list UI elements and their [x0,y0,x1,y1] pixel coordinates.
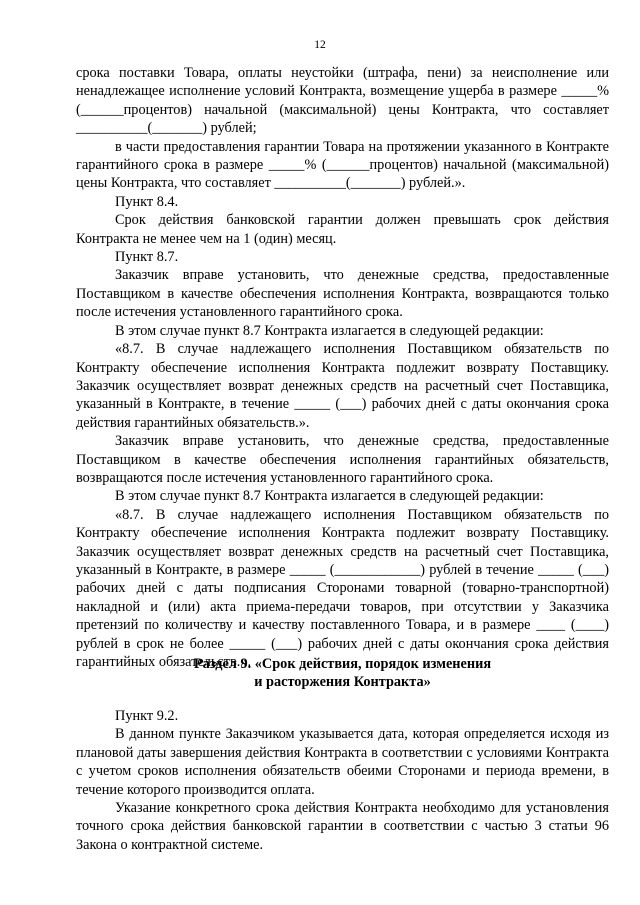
clause-label: Пункт 8.7. [115,249,179,266]
document-body-bottom [76,707,609,854]
paragraph: в части предоставления гарантии Товара на протяжении указанного в Контракте гарантийного срока в размере _____% (______процентов) начальной (максимальной) цены Контракта, что составляет __________(_______) рублей.». [76,138,609,192]
quoted-clause: «8.7. В случае надлежащего исполнения Поставщиком обязательств по Контракту обеспечение исполнения Контракта подлежит возврату Поставщику. Заказчик осуществляет возврат денежных средств на расчетный счет Поставщика, указанный в Контракте, в течение _____ (___) рабочих дней с даты окончания срока действия гарантийных обязательств.». [76,341,609,431]
clause-label: Пункт 8.4. [115,193,179,210]
paragraph: Заказчик вправе установить, что денежные средства, предоставленные Поставщиком в качестве обеспечения исполнения гарантийных обязательств, возвращаются после истечения установленного гарантийного срока. [76,433,609,486]
paragraph: В этом случае пункт 8.7 Контракта излагается в следующей редакции: [115,488,544,505]
paragraph: Заказчик вправе установить, что денежные средства, предоставленные Поставщиком в качестве обеспечения исполнения Контракта, возвращаются только после истечения установленного гарантийного срока. [76,267,609,321]
page-number: 12 [314,39,326,51]
document-body-top [76,64,609,671]
paragraph: Указание конкретного срока действия Контракта необходимо для установления точного срока действия банковской гарантии в соответствии с частью 3 статьи 96 Закона о контрактной системе. [76,800,609,853]
section-heading-line: Раздел 9. «Срок действия, порядок изменения [193,656,492,672]
paragraph: срока поставки Товара, оплаты неустойки (штрафа, пени) за неисполнение или ненадлежащее исполнение условий Контракта, возмещение ущерба в размере _____% (______процентов) начальной (максимальной) цены Контракта, что составляет __________(_______) рублей; [76,65,609,137]
paragraph: В данном пункте Заказчиком указывается дата, которая определяется исходя из плановой даты завершения действия Контракта в соответствии с условиями Контракта с учетом сроков исполнения обязательств обеими Сторонами и периода времени, в течение которого производится оплата. [76,726,609,798]
paragraph: В этом случае пункт 8.7 Контракта излагается в следующей редакции: [115,322,544,339]
quoted-clause: «8.7. В случае надлежащего исполнения Поставщиком обязательств по Контракту обеспечение исполнения Контракта подлежит возврату Поставщику. Заказчик осуществляет возврат денежных средств на расчетный счет Поставщика, указанный в Контракте, в размере _____ (____________) рублей в течение _____ (___) рабочих дней с даты подписания Сторонами товарной (товарно-транспортной) накладной и (или) акта приема-передачи товаров, при отсутствии у Заказчика претензий по количеству и качеству поставленного Товара, и в размере ____ (____) рублей в срок не более _____ (___) рабочих дней с даты окончания срока действия гарантийных обязательств.». [76,506,609,670]
section-heading [76,655,609,692]
section-heading-line: и расторжения Контракта» [254,674,431,691]
paragraph: Срок действия банковской гарантии должен превышать срок действия Контракта не менее чем на 1 (один) месяц. [76,212,609,247]
clause-label: Пункт 9.2. [115,708,179,724]
